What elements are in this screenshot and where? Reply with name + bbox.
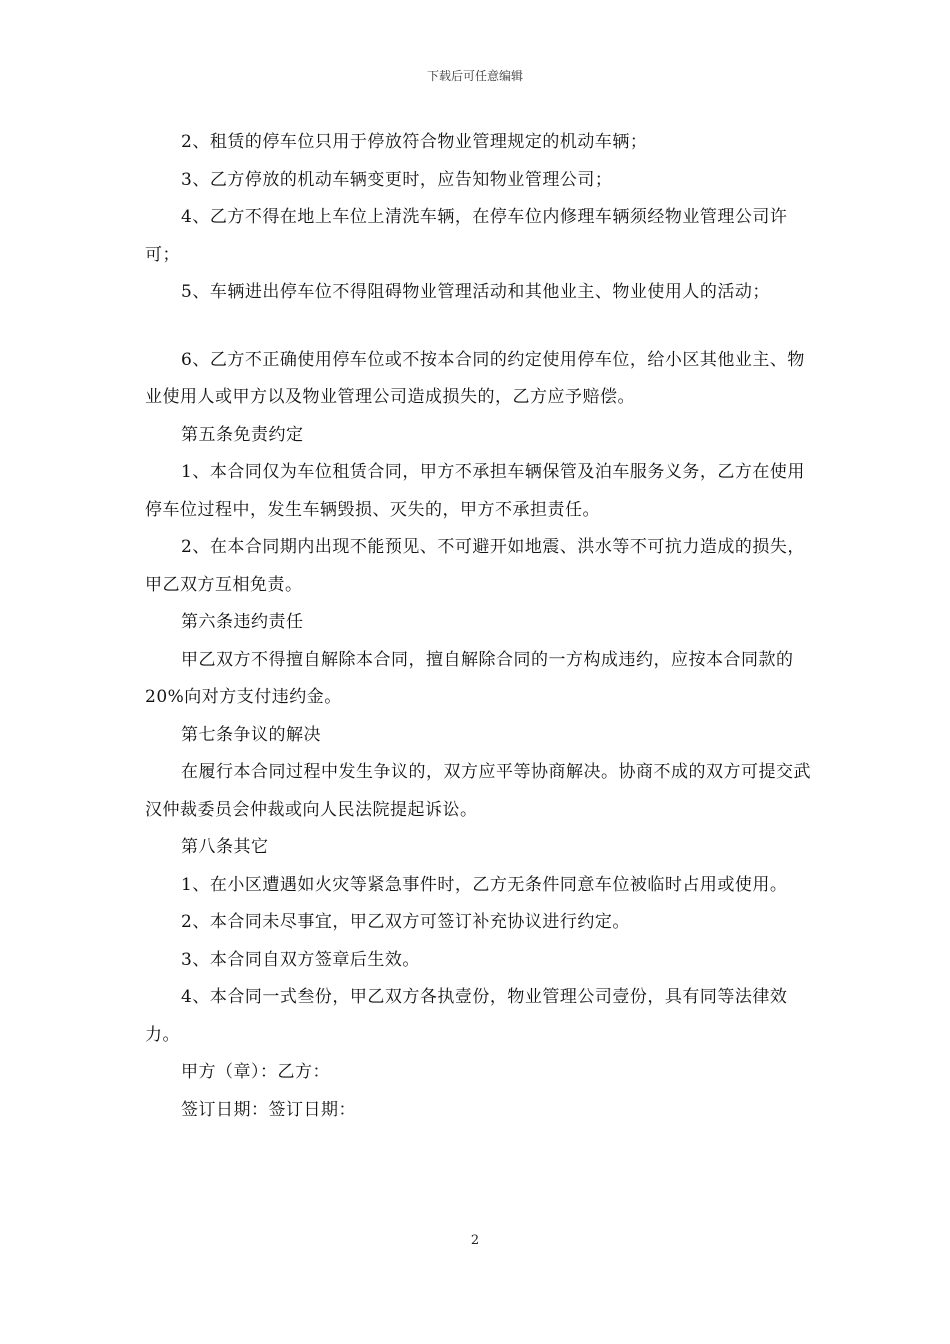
paragraph-clause-8-1: 1、在小区遭遇如火灾等紧急事件时，乙方无条件同意车位被临时占用或使用。 [181, 874, 788, 895]
signature-dates: 签订日期：签订日期： [181, 1099, 356, 1120]
heading-article-6: 第六条违约责任 [181, 612, 304, 632]
document-body [145, 124, 817, 1129]
paragraph-clause-4-4: 4、乙方不得在地上车位上清洗车辆，在停车位内修理车辆须经物业管理公司许可； [145, 207, 788, 265]
heading-article-5: 第五条免责约定 [181, 424, 304, 445]
paragraph-clause-8-4: 4、本合同一式叁份，甲乙双方各执壹份，物业管理公司壹份，具有同等法律效力。 [145, 987, 788, 1045]
heading-article-8: 第八条其它 [181, 837, 269, 857]
paragraph-clause-4-5: 5、车辆进出停车位不得阻碍物业管理活动和其他业主、物业使用人的活动； [181, 282, 770, 302]
paragraph-clause-7: 在履行本合同过程中发生争议的，双方应平等协商解决。协商不成的双方可提交武汉仲裁委员会仲裁或向人民法院提起诉讼。 [145, 762, 811, 820]
heading-article-7: 第七条争议的解决 [181, 724, 321, 745]
paragraph-clause-8-2: 2、本合同未尽事宜，甲乙双方可签订补充协议进行约定。 [181, 912, 630, 932]
paragraph-clause-4-6: 6、乙方不正确使用停车位或不按本合同的约定使用停车位，给小区其他业主、物业使用人或甲方以及物业管理公司造成损失的，乙方应予赔偿。 [145, 349, 805, 407]
paragraph-clause-5-1: 1、本合同仅为车位租赁合同，甲方不承担车辆保管及泊车服务义务，乙方在使用停车位过程中，发生车辆毁损、灭失的，甲方不承担责任。 [145, 462, 805, 520]
paragraph-clause-5-2: 2、在本合同期内出现不能预见、不可避开如地震、洪水等不可抗力造成的损失，甲乙双方互相免责。 [145, 537, 805, 595]
paragraph-clause-4-3: 3、乙方停放的机动车辆变更时，应告知物业管理公司； [181, 169, 613, 190]
page-header-note: 下载后可任意编辑 [426, 69, 523, 83]
signature-parties: 甲方（章）：乙方： [181, 1062, 330, 1082]
paragraph-clause-6: 甲乙双方不得擅自解除本合同，擅自解除合同的一方构成违约，应按本合同款的20%向对方支付违约金。 [145, 649, 794, 707]
paragraph-clause-4-2: 2、租赁的停车位只用于停放符合物业管理规定的机动车辆； [181, 132, 648, 152]
paragraph-clause-8-3: 3、本合同自双方签章后生效。 [181, 949, 420, 970]
page-number: 2 [470, 1233, 480, 1248]
